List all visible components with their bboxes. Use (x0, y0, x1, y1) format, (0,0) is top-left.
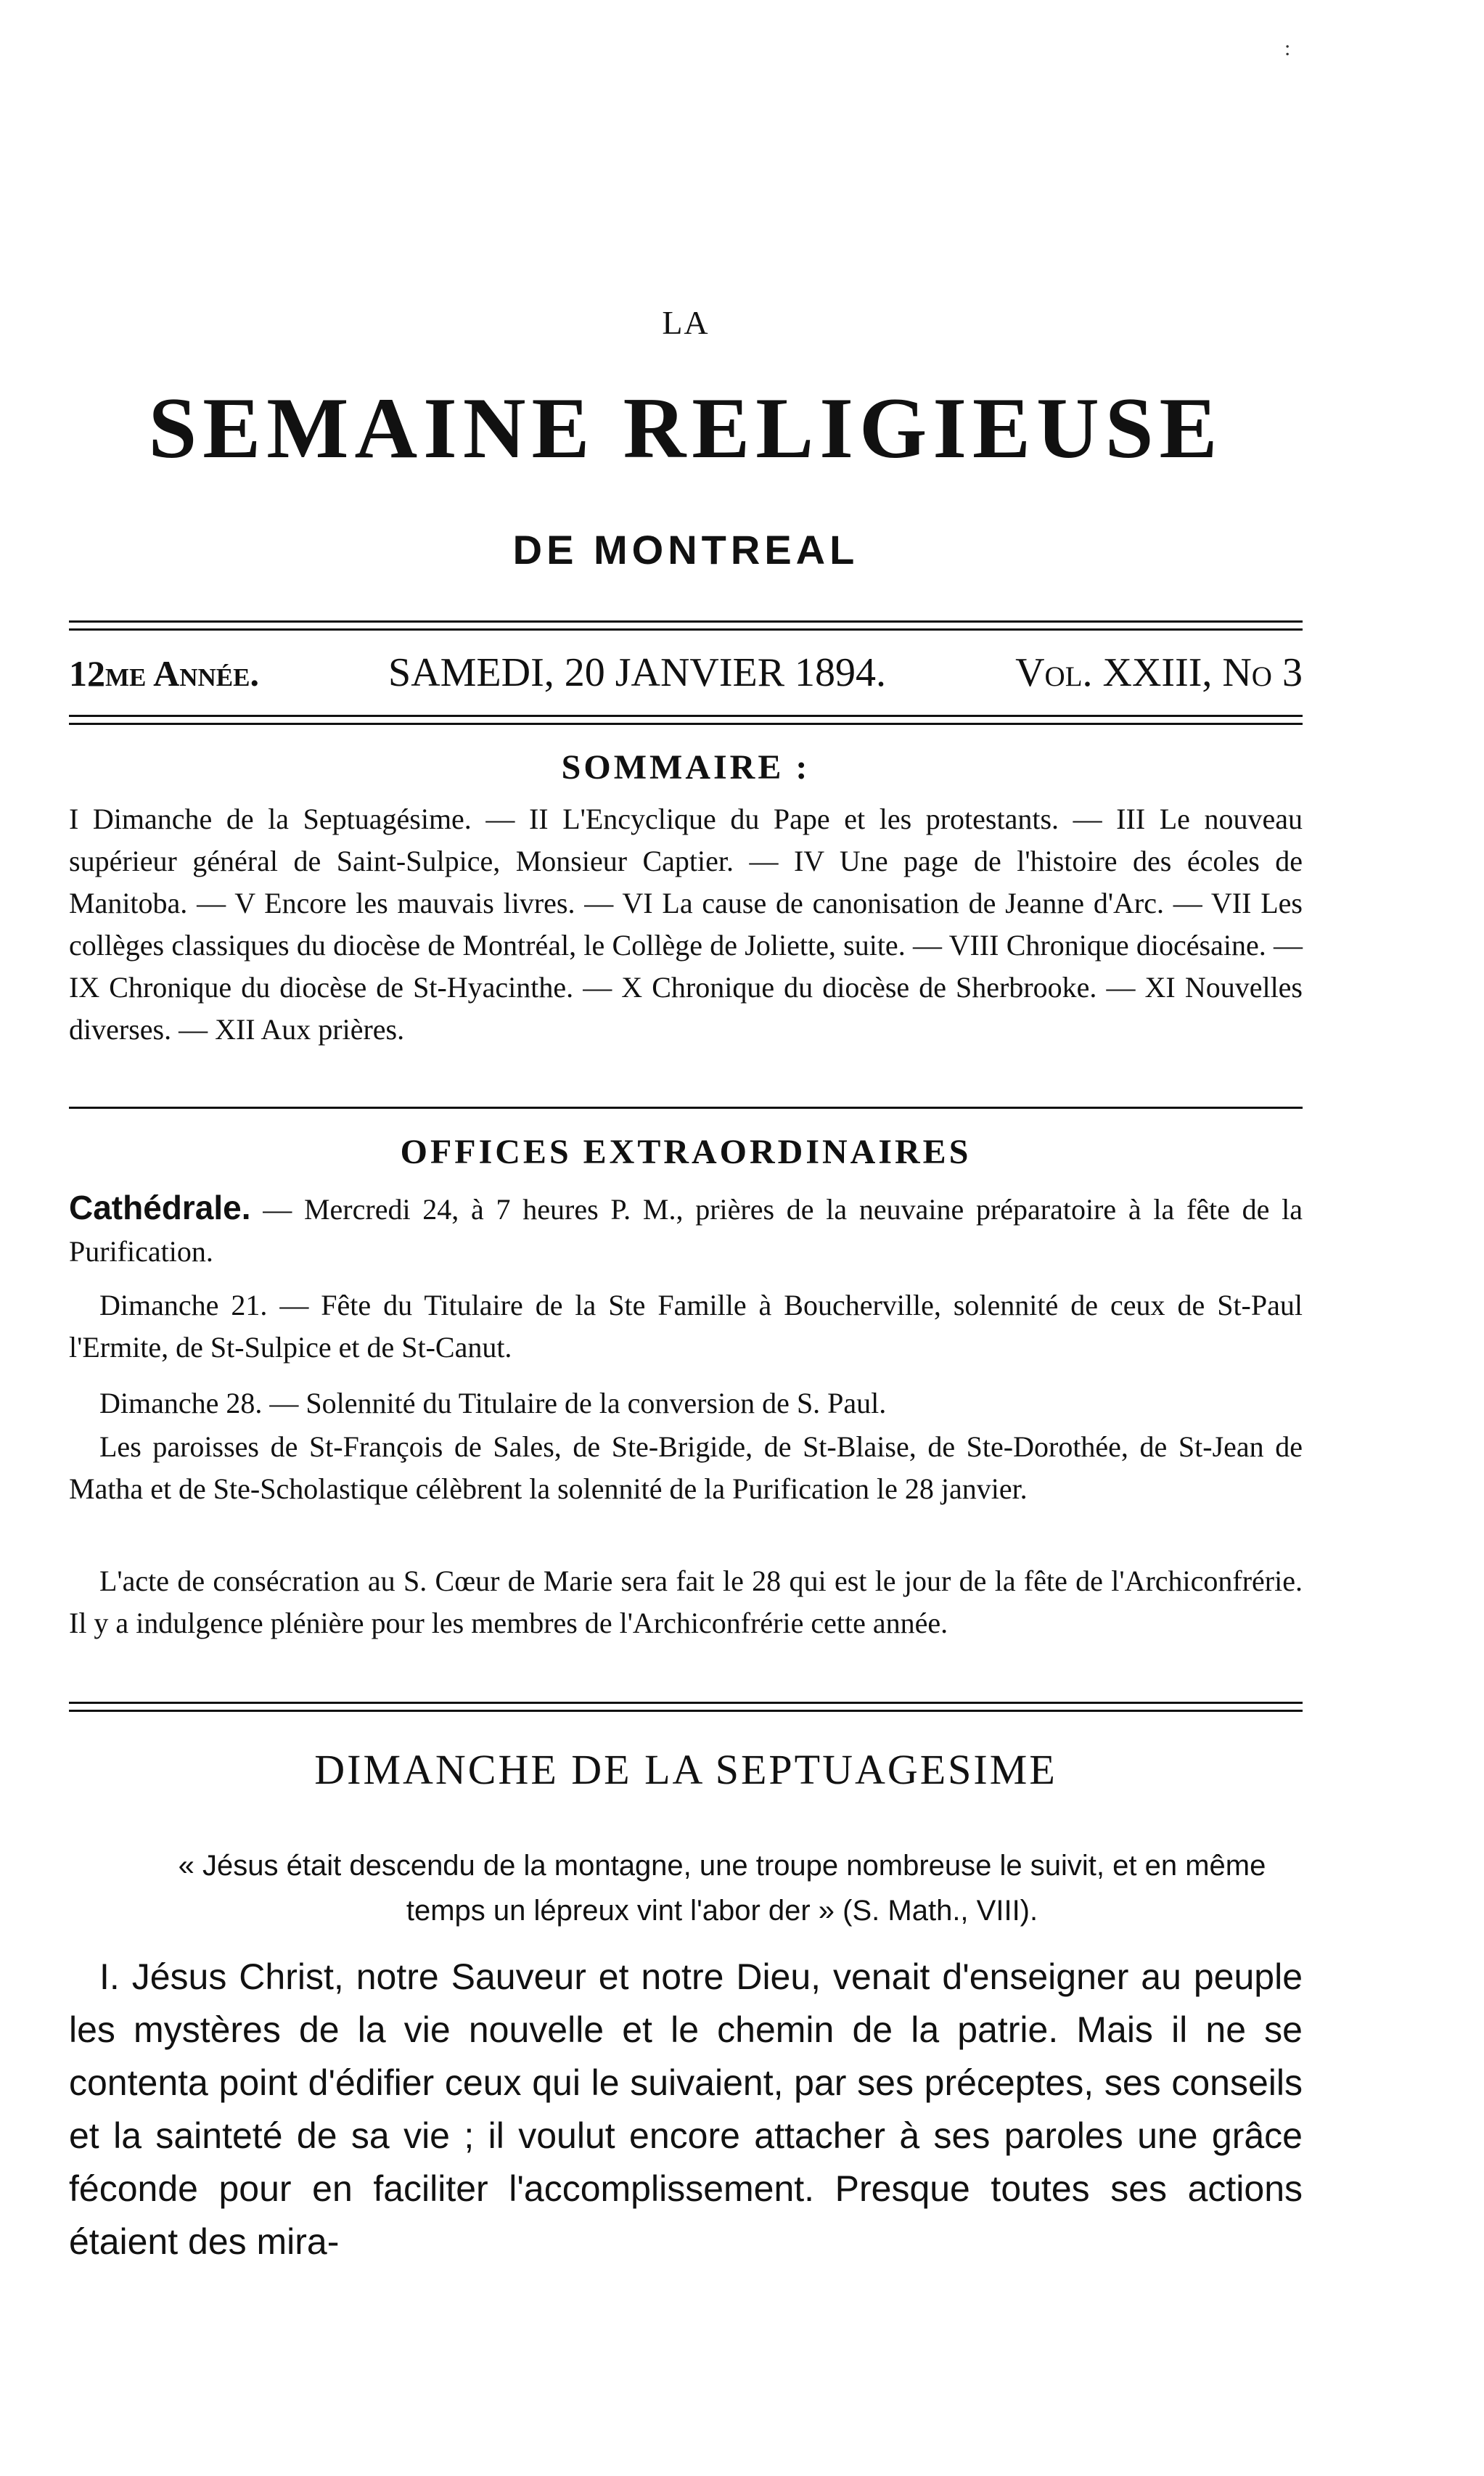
sommaire-rule (69, 1107, 1303, 1109)
newspaper-page (69, 0, 1303, 2476)
issue-date: SAMEDI, 20 JANVIER 1894. (388, 650, 887, 695)
issue-volume: Vol. XXIII, No 3 (1015, 650, 1303, 695)
cathedrale-label: Cathédrale. (69, 1189, 251, 1226)
issue-year: 12me Année. (69, 653, 259, 694)
article-body: I. Jésus Christ, notre Sauveur et notre Dieu, venait d'enseigner au peuple les mystères de la vie nouvelle et le chemin de la patrie. Mais il ne se contenta point d'édifier ceux qui le suivaient, par ses préceptes, ses conseils et la sainteté de sa vie ; il voulut encore attacher à ses paroles une grâce féconde pour en faciliter l'accomplissement. Presque toutes ses actions étaient des mira- (69, 1956, 1303, 2262)
offices-cathedrale (69, 1186, 1303, 1273)
masthead-subtitle: DE MONTREAL (512, 527, 859, 573)
offices-paragraph-5: L'acte de consécration au S. Cœur de Marie sera fait le 28 qui est le jour de la fête de l'Archiconfrérie. Il y a indulgence plénière pour les membres de l'Archiconfrérie cette année. (69, 1565, 1303, 1639)
offices-paragraph-4: Les paroisses de St-François de Sales, de Ste-Brigide, de St-Blaise, de Ste-Dorothée, de St-Jean de Matha et de Ste-Scholastique célèbrent la solennité de la Purification le 28 janvier. (69, 1430, 1303, 1505)
offices-rule (69, 1702, 1303, 1712)
offices-paragraph-3: Dimanche 28. — Solennité du Titulaire de la conversion de S. Paul. (99, 1387, 887, 1419)
margin-mark: : (1284, 36, 1291, 60)
offices-paragraph-2: Dimanche 21. — Fête du Titulaire de la Ste Famille à Boucherville, solennité de ceux de St-Paul l'Ermite, de St-Sulpice et de St-Canut. (69, 1289, 1303, 1364)
sommaire-text: I Dimanche de la Septuagésime. — II L'Encyclique du Pape et les protestants. — III Le nouveau supérieur général de Saint-Sulpice, Monsieur Captier. — IV Une page de l'histoire des écoles de Manitoba. — V Encore les mauvais livres. — VI La cause de canonisation de Jeanne d'Arc. — VII Les collèges classiques du diocèse de Montréal, le Collège de Joliette, suite. — VIII Chronique diocésaine. — IX Chronique du diocèse de St-Hyacinthe. — X Chronique du diocèse de Sherbrooke. — XI Nouvelles diverses. — XII Aux prières. (69, 803, 1303, 1046)
masthead-rule-top (69, 620, 1303, 631)
cathedrale-text: — Mercredi 24, à 7 heures P. M., prières de la neuvaine préparatoire à la fête de la Purification. (69, 1193, 1303, 1268)
masthead-title: SEMAINE RELIGIEUSE (148, 380, 1223, 476)
masthead-rule-bottom (69, 715, 1303, 725)
offices-heading: OFFICES EXTRAORDINAIRES (400, 1133, 972, 1171)
dateline (69, 649, 1303, 696)
article-title: DIMANCHE DE LA SEPTUAGESIME (314, 1746, 1057, 1793)
masthead-article: LA (662, 304, 710, 341)
article-epigraph: « Jésus était descendu de la montagne, une troupe nombreuse le suivit, et en même temps un lépreux vint l'abor der » (S. Math., VIII). (178, 1850, 1266, 1927)
sommaire-heading: SOMMAIRE : (561, 748, 811, 787)
